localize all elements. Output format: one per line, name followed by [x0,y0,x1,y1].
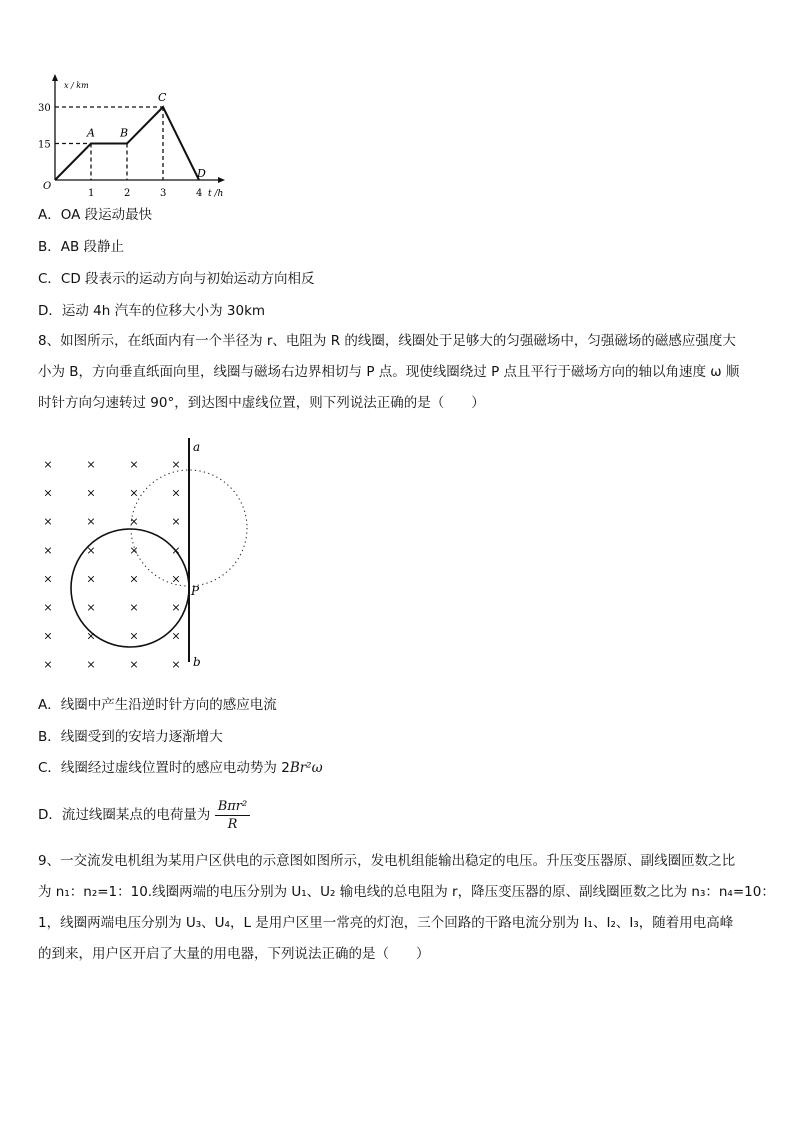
y-axis-label: x / km [64,81,89,90]
magnetic-field-figure [30,430,270,675]
point-label-D: D [197,167,206,180]
y-axis-arrow [52,74,58,81]
q7-option-c: C．CD 段表示的运动方向与初始运动方向相反 [38,271,315,287]
field-cross-2-3: × [171,515,181,529]
q8-option-d [38,796,250,834]
field-cross-6-0: × [43,629,53,643]
q8-option-c-formula: Br²ω [289,760,323,776]
field-cross-5-2: × [129,601,139,614]
field-cross-2-1: × [86,515,96,529]
field-cross-6-1: × [86,629,96,643]
q9-stem [38,846,775,970]
q8-option-c [38,758,323,778]
field-cross-0-0: × [43,458,53,471]
q9-line-1: 9、一交流发电机组为某用户区供电的示意图如图所示，发电机组能输出稳定的电压。升压变压器原、副线圈匝数之比 [38,853,736,869]
field-cross-7-3: × [171,658,181,672]
xt-graph [30,70,240,200]
field-cross-6-2: × [129,629,139,643]
field-cross-3-1: × [86,543,96,557]
field-cross-6-3: × [171,629,181,643]
label-a: a [193,440,201,454]
field-cross-3-0: × [43,543,53,557]
x-tick-3: 3 [160,188,167,199]
x-axis-arrow [218,177,225,183]
field-cross-2-2: × [129,515,139,529]
field-cross-7-0: × [43,658,53,672]
field-cross-0-3: × [171,458,181,471]
point-label-A: A [87,126,95,140]
field-cross-1-0: × [43,486,53,500]
q7-option-b: B．AB 段静止 [38,239,125,255]
q8-option-a: A．线圈中产生沿逆时针方向的感应电流 [38,697,277,713]
q9-line-3: 1，线圈两端电压分别为 U₃、U₄，L 是用户区里一常亮的灯泡，三个回路的干路电流分别为 I₁、I₂、I₃，随着用电高峰 [38,915,734,931]
point-label-C: C [158,91,167,104]
q8-stem [38,326,758,419]
field-cross-4-2: × [129,572,139,586]
field-cross-5-3: × [171,601,181,614]
field-cross-5-0: × [43,601,53,614]
field-cross-0-1: × [86,458,96,471]
field-cross-2-0: × [43,515,53,529]
q8-line-2: 小为 B，方向垂直纸面向里，线圈与磁场右边界相切与 P 点。现使线圈绕过 P 点且平行于磁场方向的轴以角速度 ω 顺 [38,364,740,380]
q9-line-4: 的到来，用户区开启了大量的用电器，下列说法正确的是（ ） [38,946,430,962]
field-cross-4-0: × [43,572,53,586]
field-cross-5-1: × [86,601,96,614]
charge-fraction [215,798,251,833]
q7-option-a: A．OA 段运动最快 [38,207,153,223]
label-p: P [191,584,200,598]
q8-line-3: 时针方向匀速转过 90°，到达图中虚线位置，则下列说法正确的是（ ） [38,395,485,411]
field-cross-1-2: × [129,486,139,500]
point-label-B: B [120,126,129,140]
fraction-numerator: Bπr² [215,798,251,816]
field-cross-0-2: × [129,458,139,471]
origin-label: O [43,181,52,192]
field-cross-3-3: × [171,543,181,557]
x-tick-4: 4 [196,188,203,199]
q8-option-c-text: C．线圈经过虚线位置时的感应电动势为 2 [38,760,290,776]
q7-option-d: D．运动 4h 汽车的位移大小为 30km [38,303,266,319]
field-cross-7-1: × [86,658,96,672]
y-tick-30: 30 [38,103,51,114]
field-cross-1-3: × [171,486,181,500]
fraction-denominator: R [227,816,238,832]
field-cross-4-1: × [86,572,96,586]
q9-line-2: 为 n₁：n₂=1：10.线圈两端的电压分别为 U₁、U₂ 输电线的总电阻为 r，降压变压器的原、副线圈匝数之比为 n₃：n₄=10： [38,884,775,900]
q8-option-d-text: D．流过线圈某点的电荷量为 [38,807,211,823]
x-tick-1: 1 [88,188,95,199]
field-cross-3-2: × [129,543,139,557]
field-cross-1-1: × [86,486,96,500]
field-cross-4-3: × [171,572,181,586]
q8-line-1: 8、如图所示，在纸面内有一个半径为 r、电阻为 R 的线圈，线圈处于足够大的匀强磁场中，匀强磁场的磁感应强度大 [38,333,736,349]
x-axis-label: t /h [208,189,224,199]
y-tick-15: 15 [38,139,51,151]
label-b: b [193,655,201,669]
x-tick-2: 2 [124,188,131,199]
q8-option-b: B．线圈受到的安培力逐渐增大 [38,729,223,745]
field-cross-7-2: × [129,658,139,672]
